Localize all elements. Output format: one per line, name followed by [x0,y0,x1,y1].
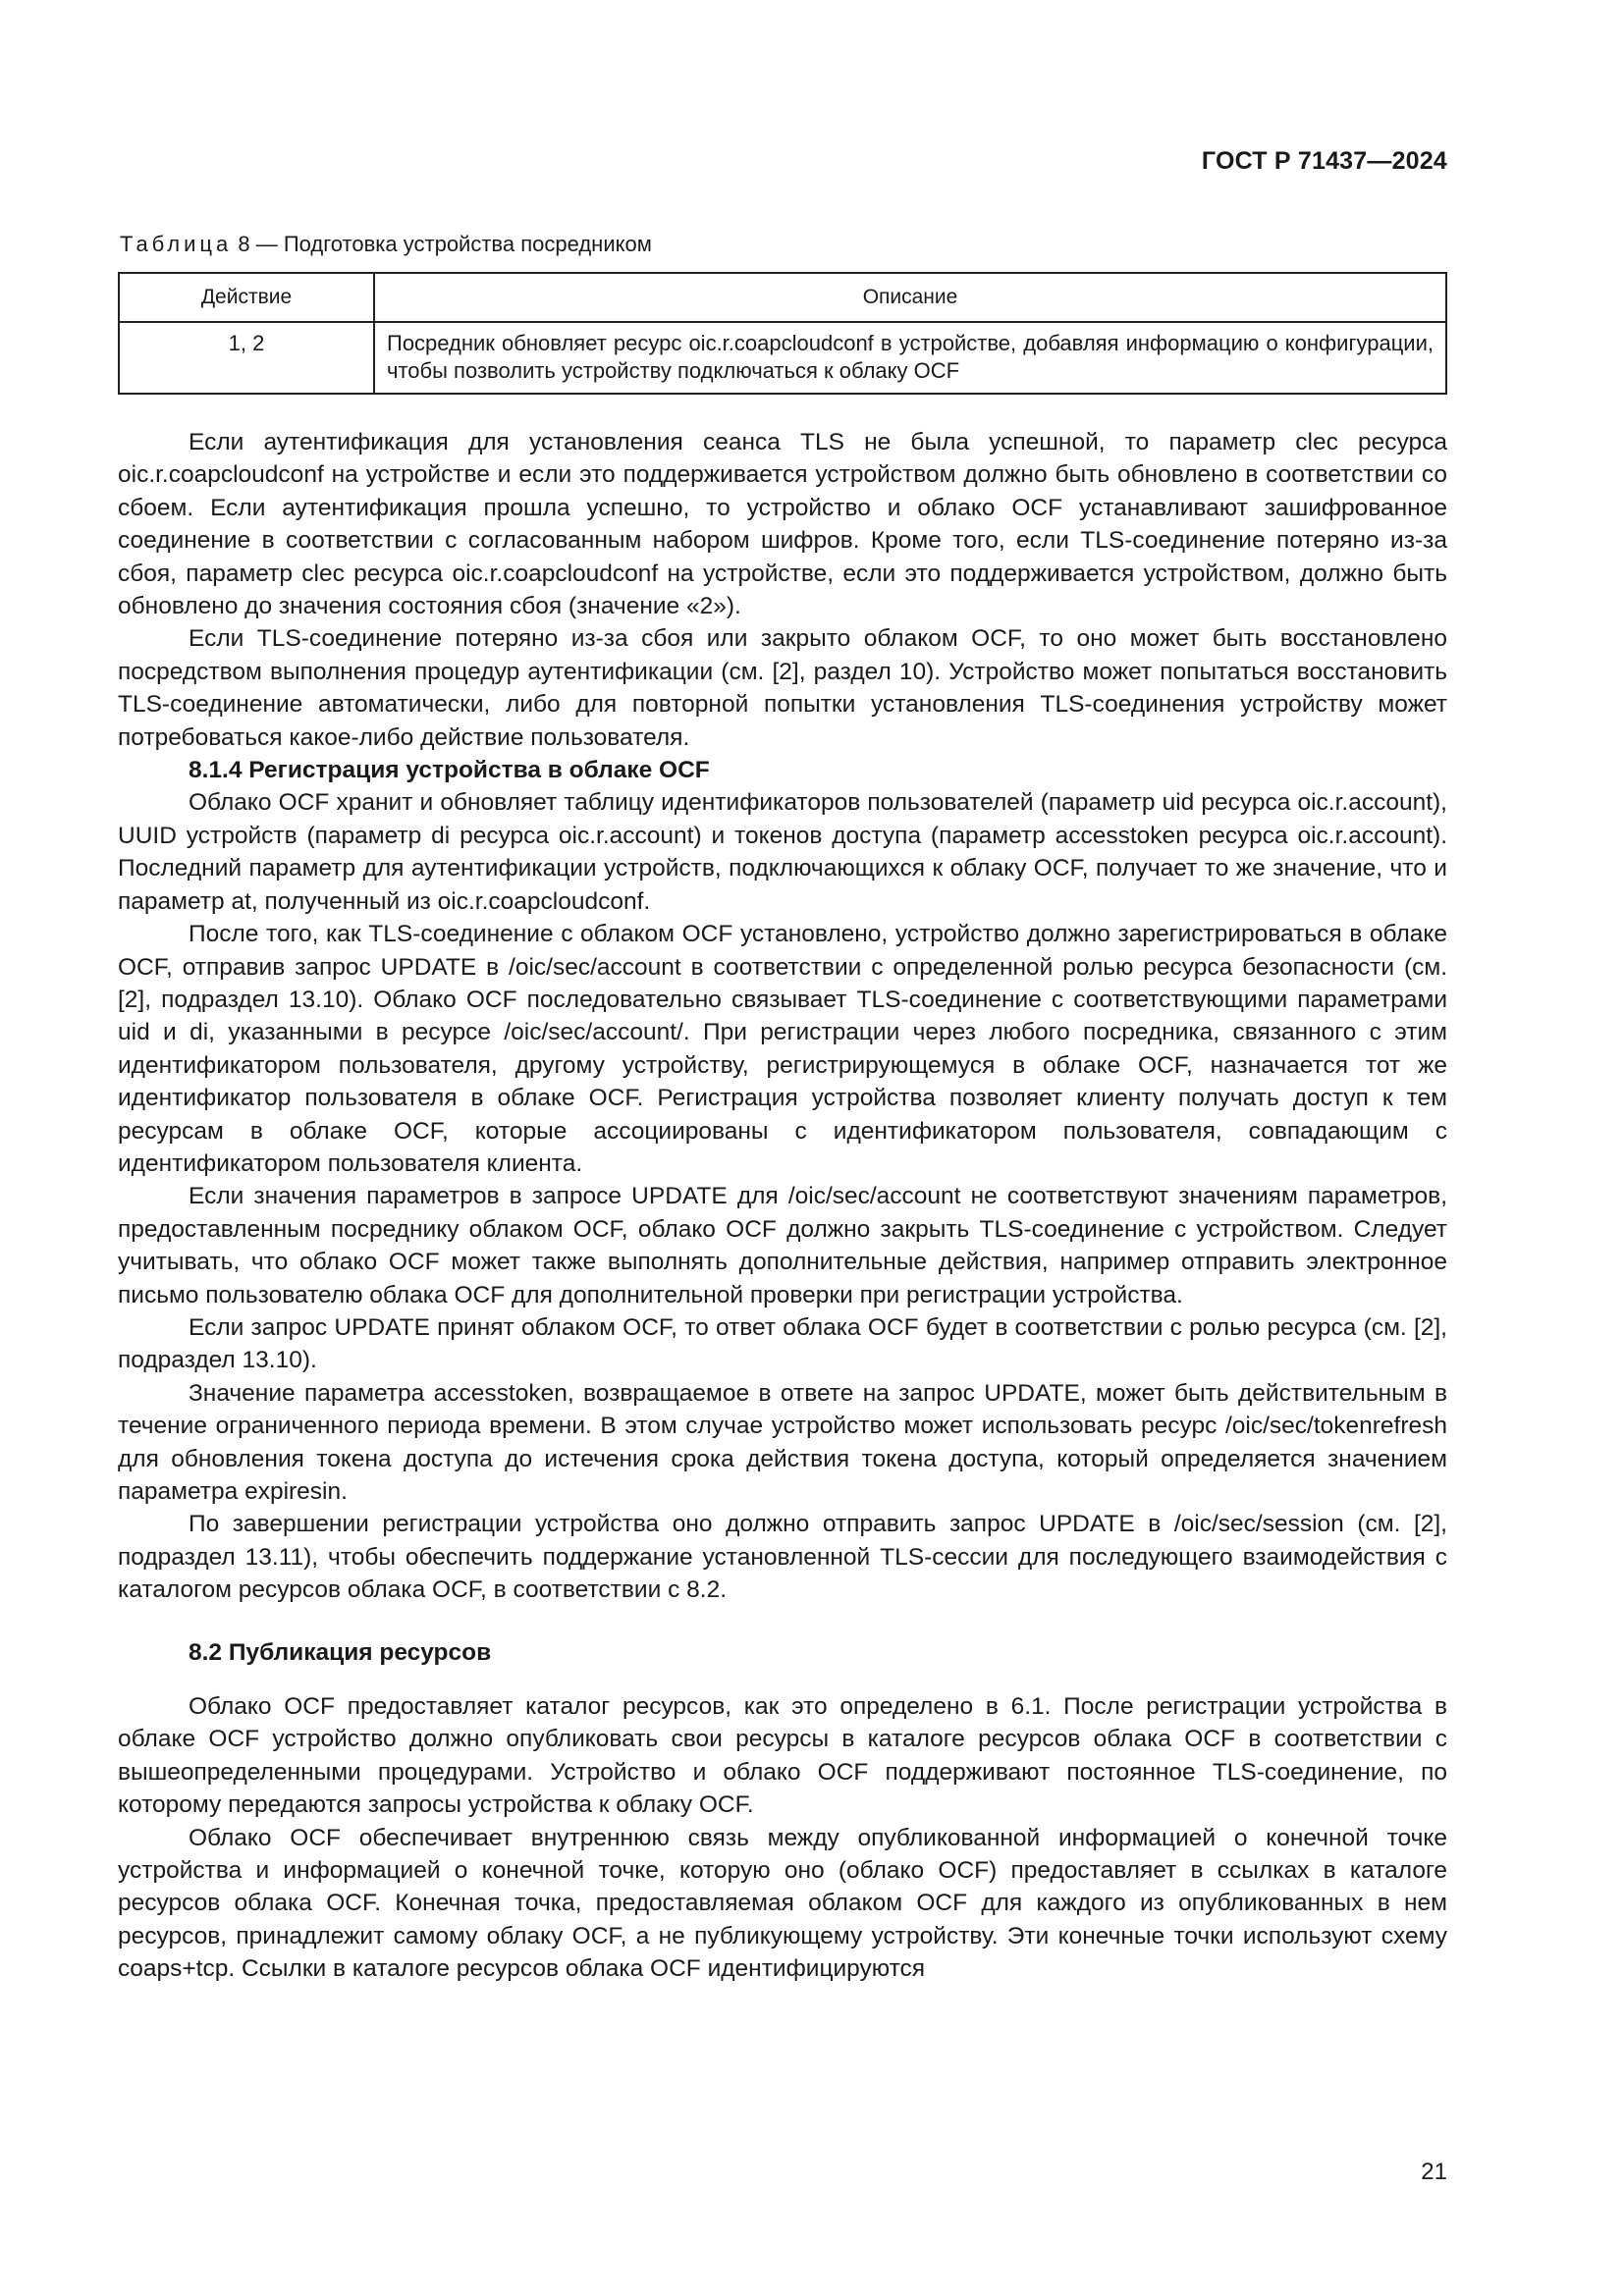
paragraph: Если запрос UPDATE принят облаком OCF, то ответ облака OCF будет в соответствии с ролью ресурса (см. [2], подраздел 13.10). [118,1313,1447,1374]
paragraph: Облако OCF предоставляет каталог ресурсов, как это определено в 6.1. После регистрации устройства в облаке OCF устройство должно опубликовать свои ресурсы в каталоге ресурсов облака OCF в соответствии с вышеопределенными процедурами. Устройство и облако OCF поддерживают постоянное TLS-соединение, по которому передаются запросы устройства к облаку OCF. [118,1693,1447,1819]
paragraph: Облако OCF хранит и обновляет таблицу идентификаторов пользователей (параметр uid ресурса oic.r.account), UUID устройств (параметр di ресурса oic.r.account) и токенов доступа (параметр accesstoken ресурса oic.r.account). Последний параметр для аутентификации устройств, подключающихся к облаку OCF, получает то же значение, что и параметр at, полученный из oic.r.coapcloudconf. [118,789,1447,915]
document-code-header: ГОСТ Р 71437—2024 [1201,147,1447,175]
paragraph: По завершении регистрации устройства оно должно отправить запрос UPDATE в /oic/sec/session (см. [2], подраздел 13.11), чтобы обеспечить поддержание установленной TLS-сессии для последующего взаимодействия с каталогом ресурсов облака OCF, в соответствии с 8.2. [118,1511,1447,1604]
cell-action: 1, 2 [119,322,374,394]
preparation-table [118,272,1447,395]
paragraph: После того, как TLS-соединение с облаком OCF установлено, устройство должно зарегистрироваться в облаке OCF, отправив запрос UPDATE в /oic/sec/account в соответствии с определенной ролью ресурса безопасности (см. [2], подраздел 13.10). Облако OCF последовательно связывает TLS-соединение с соответствующими параметрами uid и di, указанными в ресурсе /oic/sec/account/. При регистрации через любого посредника, связанного с этим идентификатором пользователя, другому устройству, регистрирующемуся в облаке OCF, назначается тот же идентификатор пользователя в облаке OCF. Регистрация устройства позволяет клиенту получать доступ к тем ресурсам в облаке OCF, которые ассоциированы с идентификатором пользователя, совпадающим с идентификатором пользователя клиента. [118,921,1447,1177]
cell-description: Посредник обновляет ресурс oic.r.coapcloudconf в устройстве, добавляя информацию о конфигурации, чтобы позволить устройству подключаться к облаку OCF [374,322,1446,394]
paragraph: Если значения параметров в запросе UPDATE для /oic/sec/account не соответствуют значениям параметров, предоставленным посреднику облаком OCF, облако OCF должно закрыть TLS-соединение с устройством. Следует учитывать, что облако OCF может также выполнять дополнительные действия, например отправить электронное письмо пользователю облака OCF для дополнительной проверки при регистрации устройства. [118,1183,1447,1308]
paragraph: Облако OCF обеспечивает внутреннюю связь между опубликованной информацией о конечной точке устройства и информацией о конечной точке, которую оно (облако OCF) предоставляет в ссылках в каталоге ресурсов облака OCF. Конечная точка, предоставляемая облаком OCF для каждого из опубликованных в нем ресурсов, принадлежит самому облаку OCF, а не публикующему устройству. Эти конечные точки используют схему coaps+tcp. Ссылки в каталоге ресурсов облака OCF идентифицируются [118,1824,1447,1983]
paragraph: Если TLS-соединение потеряно из-за сбоя или закрыто облаком OCF, то оно может быть восстановлено посредством выполнения процедур аутентификации (см. [2], раздел 10). Устройство может попытаться восстановить TLS-соединение автоматически, либо для повторной попытки установления TLS-соединения устройству может потребоваться какое-либо действие пользователя. [118,625,1447,751]
paragraph: Значение параметра accesstoken, возвращаемое в ответе на запрос UPDATE, может быть действительным в течение ограниченного периода времени. В этом случае устройство может использовать ресурс /oic/sec/tokenrefresh для обновления токена доступа до истечения срока действия токена доступа, который определяется значением параметра expiresin. [118,1379,1447,1505]
column-header-action: Действие [119,273,374,322]
table-caption [120,232,652,257]
table-caption-title: 8 — Подготовка устройства посредником [238,232,652,256]
page-number: 21 [1421,2159,1447,2185]
document-body [118,426,1447,1986]
paragraph: Если аутентификация для установления сеанса TLS не была успешной, то параметр clec ресурса oic.r.coapcloudconf на устройстве и если это поддерживается устройством должно быть обновлено в соответствии со сбоем. Если аутентификация прошла успешно, то устройство и облако OCF устанавливают зашифрованное соединение в соответствии с согласованным набором шифров. Кроме того, если TLS-соединение потеряно из-за сбоя, параметр clec ресурса oic.r.coapcloudconf на устройстве, если это поддерживается устройством, должно быть обновлено до значения состояния сбоя (значение «2»). [118,429,1447,620]
table-row [119,322,1446,394]
table-caption-label: Таблица [120,232,233,256]
column-header-description: Описание [374,273,1446,322]
table-header-row [119,273,1446,322]
section-heading-8-2: 8.2 Публикация ресурсов [189,1638,492,1666]
subsection-heading-8-1-4: 8.1.4 Регистрация устройства в облаке OCF [189,757,710,784]
